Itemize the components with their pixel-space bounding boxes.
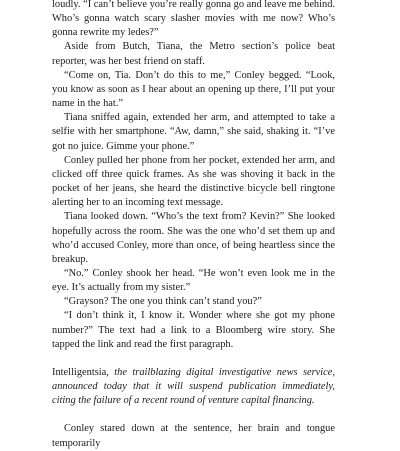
paragraph-6: Tiana looked down. “Who’s the text from? Kevin?” She looked hopefully across the room. She was the one who’d set them up and who’d accused Conley, more than once, of being heartless since the breakup.: [52, 211, 335, 265]
paragraph-4: Tiana sniffed again, extended her arm, and attempted to take a selfie with her smartphone. “Aw, damn,” she said, shaking it. “I’ve got no juice. Gimme your phone.”: [52, 112, 335, 152]
paragraph-closing: Conley stared down at the sentence, her brain and tongue temporarily: [52, 423, 335, 449]
paragraph-3: “Come on, Tia. Don’t do this to me,” Conley begged. “Look, you know as soon as I hear about an opening up there, I’ll put your name in the hat.”: [52, 69, 335, 110]
excerpt-body: the trailblazing digital investigative news service, announced today that it will suspend publication immediately, citing the failure of a recent round of venture capital financing.: [52, 366, 335, 407]
paragraph-2: Aside from Butch, Tiana, the Metro section’s police beat reporter, was her best friend on staff.: [52, 41, 335, 67]
news-excerpt: [52, 366, 335, 408]
paragraph-5: Conley pulled her phone from her pocket, extended her arm, and clicked off three quick frames. As she was shoving it back in the pocket of her jeans, she heard the distinctive bicycle bell ringtone alerting her to an incoming text message.: [52, 154, 335, 209]
book-page: [52, 0, 335, 451]
excerpt-lead: Intelligentsia,: [52, 366, 109, 378]
paragraph-9: “I don’t think it, I know it. Wonder where she got my phone number?” The text had a link to a Bloomberg wire story. She tapped the link and read the first paragraph.: [52, 310, 335, 350]
paragraph-1: loudly. “I can’t believe you’re really gonna go and leave me behind. Who’s gonna watch scary slasher movies with me now? Who’s gonna rewrite my ledes?”: [52, 0, 335, 39]
paragraph-8: “Grayson? The one you think can’t stand you?”: [64, 296, 262, 308]
paragraph-7: “No.” Conley shook her head. “He won’t even look me in the eye. It’s actually from my sister.”: [52, 267, 335, 294]
